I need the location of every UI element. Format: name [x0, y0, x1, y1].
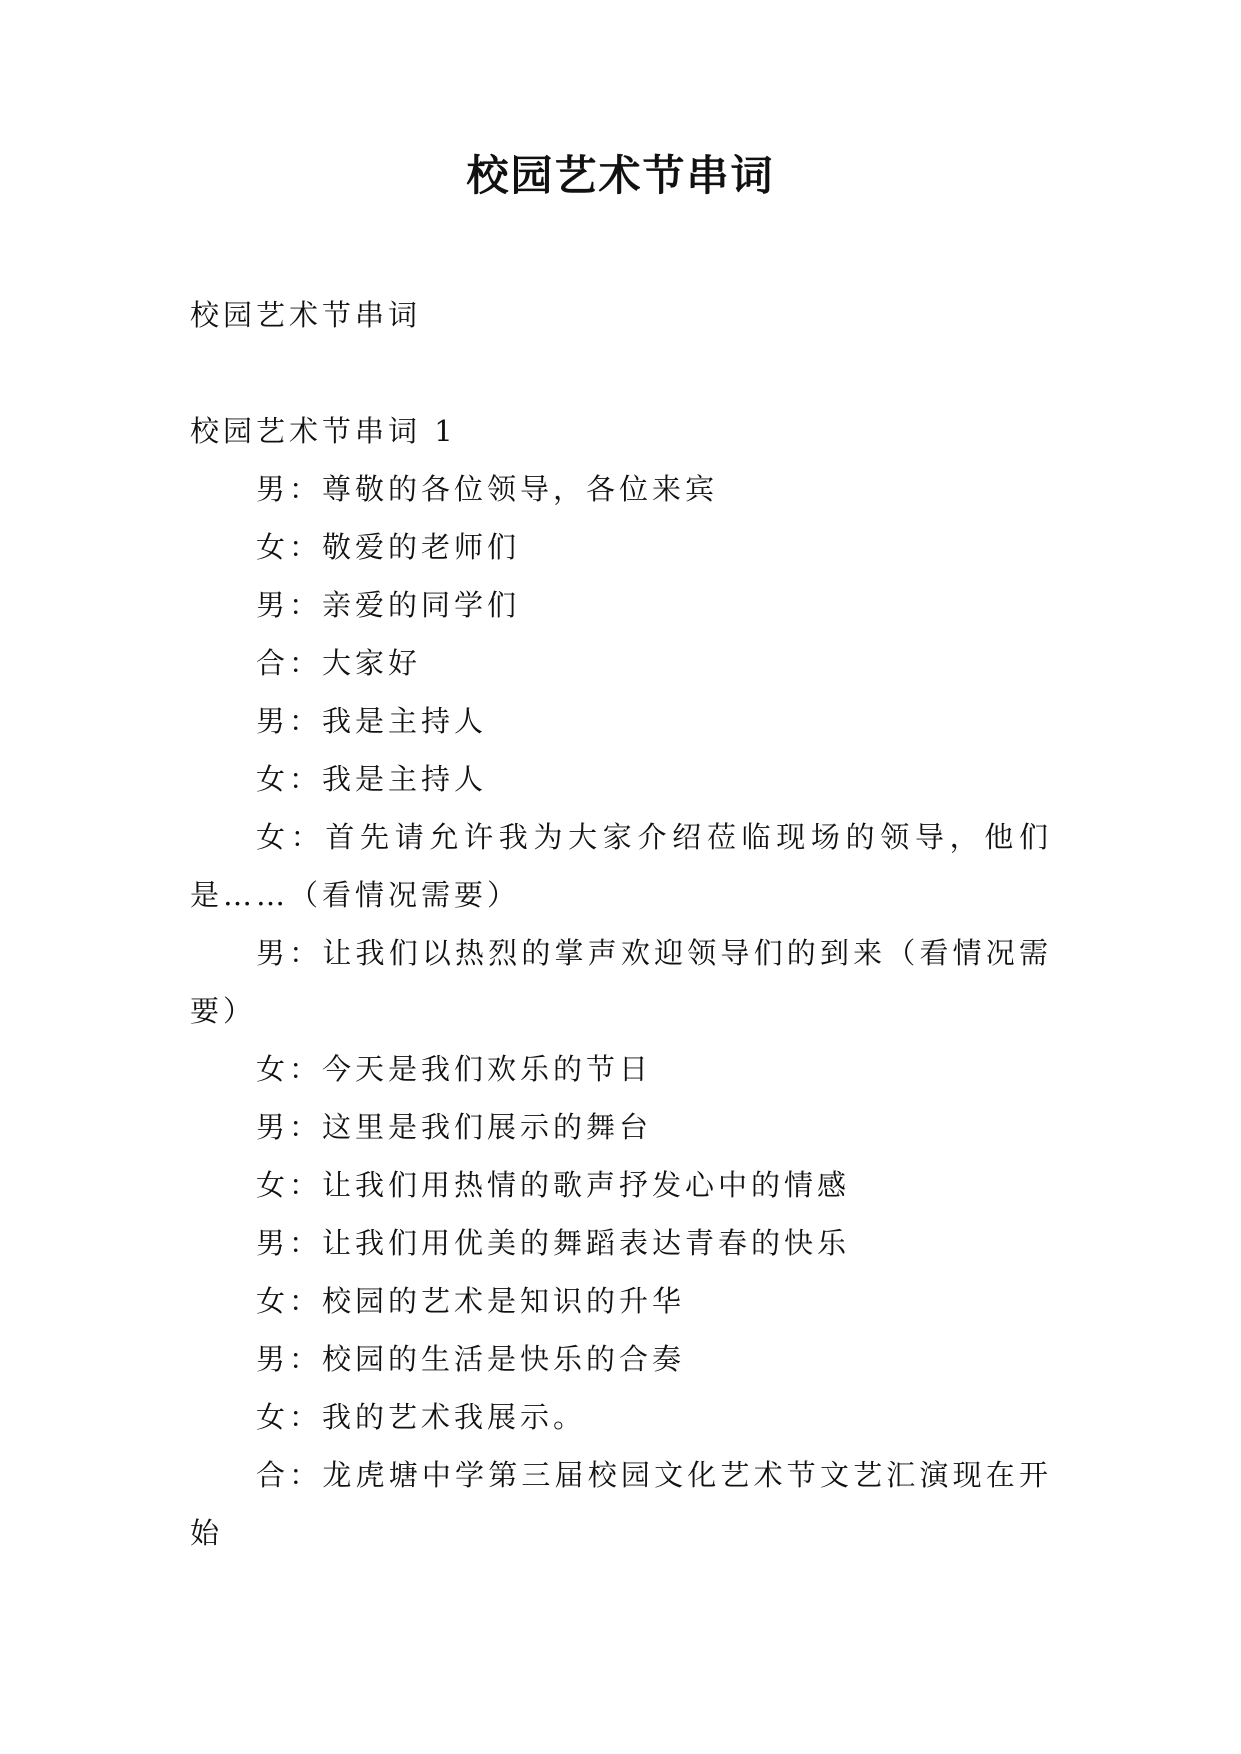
script-line: 女：敬爱的老师们 — [256, 530, 521, 564]
script-line: 男：让我们以热烈的掌声欢迎领导们的到来（看情况需要） — [190, 936, 1052, 1028]
script-line: 男：亲爱的同学们 — [256, 588, 521, 622]
script-line: 男：校园的生活是快乐的合奏 — [256, 1342, 686, 1376]
script-line: 男：尊敬的各位领导，各位来宾 — [256, 472, 719, 506]
script-line: 男：这里是我们展示的舞台 — [256, 1110, 653, 1144]
script-line: 男：我是主持人 — [256, 704, 488, 738]
script-line: 女：今天是我们欢乐的节日 — [256, 1052, 653, 1086]
script-body — [190, 402, 1052, 1562]
script-line: 女：校园的艺术是知识的升华 — [256, 1284, 686, 1318]
script-line: 合：龙虎塘中学第三届校园文化艺术节文艺汇演现在开始 — [190, 1458, 1052, 1550]
document-subtitle: 校园艺术节串词 — [190, 298, 422, 332]
section-heading: 校园艺术节串词 1 — [190, 414, 457, 448]
script-line: 女：我是主持人 — [256, 762, 488, 796]
script-line: 男：让我们用优美的舞蹈表达青春的快乐 — [256, 1226, 851, 1260]
document-title: 校园艺术节串词 — [466, 151, 775, 200]
script-line: 女：首先请允许我为大家介绍莅临现场的领导，他们是……（看情况需要） — [190, 820, 1052, 912]
script-line: 女：我的艺术我展示。 — [256, 1400, 587, 1434]
script-line: 女：让我们用热情的歌声抒发心中的情感 — [256, 1168, 851, 1202]
script-line: 合：大家好 — [256, 646, 422, 680]
